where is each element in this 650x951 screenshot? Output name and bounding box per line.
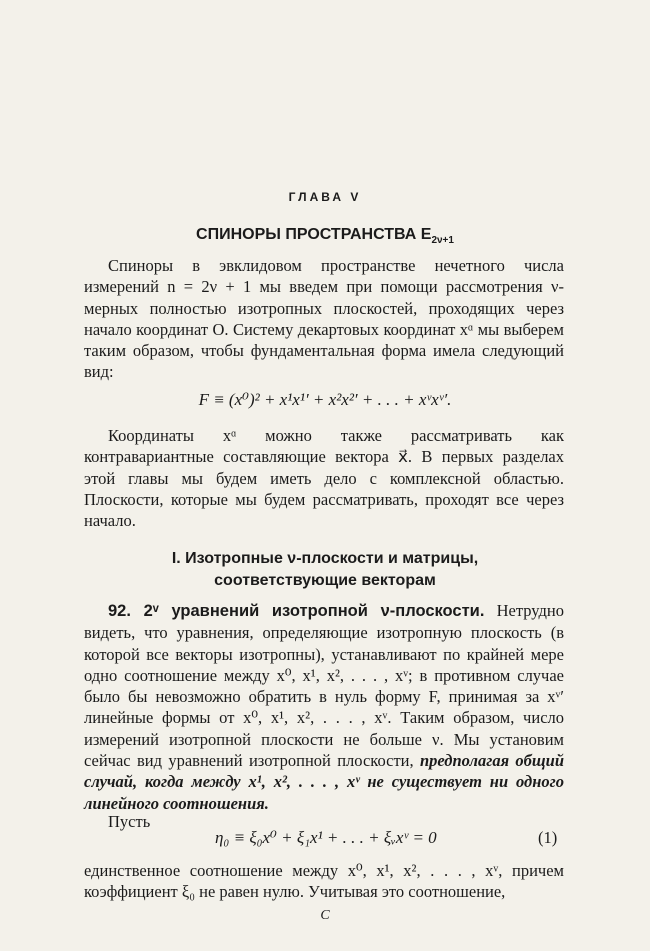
intro-paragraph: Спиноры в эвклидовом пространстве нечетного числа измерений n = 2ν + 1 мы введем при помощи рассмотрения ν-мерных полностью изотропных плоскостей, проходящих через начало координат O. Систему декартовых координат xᵅ мы выберем таким образом, чтобы фундаментальная форма имела следующий вид: <box>84 256 564 382</box>
chapter-title-text: СПИНОРЫ ПРОСТРАНСТВА E <box>196 226 432 243</box>
page-folio: C <box>320 908 330 923</box>
article-lead: 92. 2ᵛ уравнений изотропной ν-плоскости. <box>108 602 485 620</box>
chapter-title <box>0 226 650 246</box>
section-heading-line1: I. Изотропные ν-плоскости и матрицы, <box>171 550 479 567</box>
article-emphasis: предполагая общий случай, когда между x¹, x², . . . , xᵛ не существует ни одного линейного соотношения. <box>84 751 564 813</box>
equation-number: (1) <box>538 828 558 847</box>
coordinates-paragraph: Координаты xᵅ можно также рассматривать как контравариантные составляющие вектора x⃗. В первых разделах этой главы мы будем иметь дело с комплексной областью. Плоскости, которые мы будем рассматривать, проходят все через начало. <box>84 426 564 531</box>
section-heading <box>0 548 650 592</box>
section-heading-line2: соответствующие векторам <box>214 572 436 589</box>
equation-expression: η₀ ≡ ξ₀x⁰ + ξ₁x¹ + . . . + ξᵥxᵛ = 0 <box>215 828 437 847</box>
fundamental-form-formula: F ≡ (x⁰)² + x¹x¹′ + x²x²′ + . . . + xᵛxᵛ′. <box>198 390 452 409</box>
article-92-paragraph <box>84 600 564 814</box>
article-body: Нетрудно видеть, что уравнения, определяющие изотропную плоскость (в которой все векторы изотропны), устанавливают по крайней мере одно соотношение между x⁰, x¹, x², . . . , xᵛ; в противном случае было бы невозможно обратить в нуль форму F, принимая за xᵛ′ линейные формы от x⁰, x¹, x², . . . , xᵛ. Таким образом, число измерений изотропной плоскости не больше ν. Мы установим сейчас вид уравнений изотропной плоскости, <box>84 601 564 771</box>
pust-word: Пусть <box>108 812 151 831</box>
chapter-label: ГЛАВА V <box>288 190 362 204</box>
chapter-title-subscript: 2ν+1 <box>431 235 454 247</box>
final-paragraph: единственное соотношение между x⁰, x¹, x², . . . , xᵛ, причем коэффициент ξ₀ не равен нулю. Учитывая это соотношение, <box>84 861 564 902</box>
